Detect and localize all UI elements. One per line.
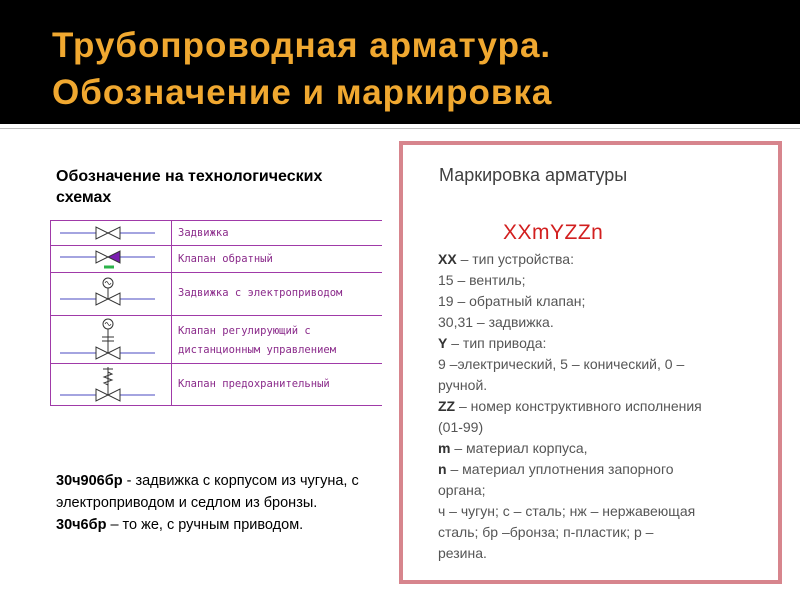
slide-title-line2: Обозначение и маркировка	[52, 73, 553, 112]
legend-heading: Обозначение на технологических схемах	[56, 168, 323, 206]
legend-label: Задвижка	[178, 227, 229, 239]
line-text: ч – чугун; с – сталь; нж – нержавеющая	[438, 503, 696, 519]
check-valve-icon	[50, 245, 170, 272]
explanation-line	[438, 438, 768, 459]
explanation-line	[438, 354, 768, 375]
line-text: сталь; бр –бронза; п-пластик; р –	[438, 524, 654, 540]
example-item	[56, 470, 386, 514]
legend-label: Задвижка с электроприводом	[178, 287, 343, 299]
example-text: – то же, с ручным приводом.	[106, 517, 304, 533]
legend-row	[50, 315, 382, 363]
explanation-line	[438, 396, 768, 417]
example-text: - задвижка с корпусом из чугуна, с электроприводом и седлом из бронзы.	[56, 473, 359, 511]
legend-row	[50, 272, 382, 315]
line-text: 30,31 – задвижка.	[438, 314, 554, 330]
marking-examples	[56, 470, 386, 536]
line-text: – номер конструктивного исполнения	[455, 398, 702, 414]
panel-title: Маркировка арматуры	[439, 165, 628, 185]
code-key: n	[438, 461, 447, 477]
explanation-line	[438, 543, 768, 564]
marking-panel	[399, 141, 782, 584]
explanation-line	[438, 333, 768, 354]
line-text: (01-99)	[438, 419, 484, 435]
line-text: – материал корпуса,	[450, 440, 588, 456]
explanation-line	[438, 522, 768, 543]
line-text: 19 – обратный клапан;	[438, 293, 586, 309]
example-code: 30ч906бр	[56, 473, 123, 489]
slide-title	[52, 22, 552, 116]
line-text: 15 – вентиль;	[438, 272, 526, 288]
header-divider	[0, 124, 800, 127]
explanation-line	[438, 459, 768, 480]
code-key: ZZ	[438, 398, 456, 414]
code-key: Y	[438, 335, 448, 351]
symbol-legend-table	[50, 220, 382, 406]
explanation-line	[438, 501, 768, 522]
explanation-line	[438, 270, 768, 291]
line-text: – материал уплотнения запорного	[446, 461, 674, 477]
line-text: органа;	[438, 482, 486, 498]
code-key: m	[438, 440, 451, 456]
title-bar	[0, 0, 800, 124]
explanation-line	[438, 249, 768, 270]
marking-code: XXmYZZn	[503, 221, 604, 244]
explanation-line	[438, 480, 768, 501]
marking-explanation	[438, 249, 768, 564]
header-divider-shadow	[0, 128, 800, 129]
line-text: ручной.	[438, 377, 488, 393]
example-code: 30ч6бр	[56, 517, 107, 533]
slide-title-line1: Трубопроводная арматура.	[52, 26, 552, 65]
line-text: резина.	[438, 545, 487, 561]
explanation-line	[438, 291, 768, 312]
gate-valve-icon	[50, 220, 170, 245]
control-valve-icon	[50, 315, 170, 363]
legend-grid-line	[50, 405, 382, 406]
explanation-line	[438, 375, 768, 396]
line-text: – тип привода:	[447, 335, 547, 351]
line-text: 9 –электрический, 5 – конический, 0 –	[438, 356, 685, 372]
example-item	[56, 514, 386, 536]
legend-row	[50, 245, 382, 272]
legend-row	[50, 220, 382, 245]
legend-label: Клапан предохранительный	[178, 378, 330, 390]
legend-label-continued: дистанционным управлением	[178, 344, 337, 356]
line-text: – тип устройства:	[456, 251, 574, 267]
code-key: XX	[438, 251, 457, 267]
legend-row	[50, 363, 382, 405]
explanation-line	[438, 417, 768, 438]
legend-label: Клапан обратный	[178, 253, 273, 265]
safety-valve-icon	[50, 363, 170, 405]
explanation-line	[438, 312, 768, 333]
legend-label: Клапан регулирующий с	[178, 325, 311, 337]
electric-gate-valve-icon	[50, 272, 170, 315]
